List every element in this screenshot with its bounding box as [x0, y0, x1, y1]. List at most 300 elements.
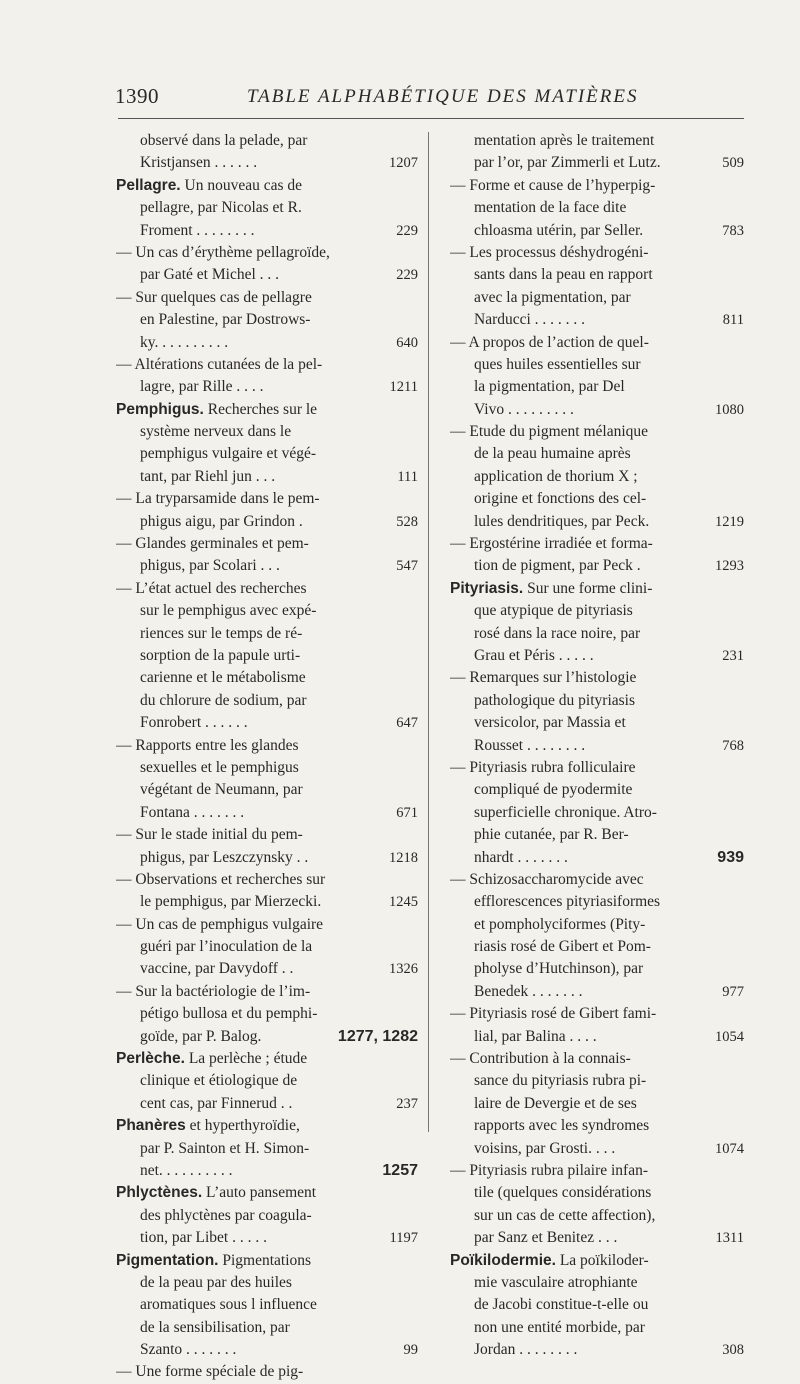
entry-text: superficielle chronique. Atro-	[474, 803, 657, 821]
entry-text: phigus, par Leszczynsky . .	[140, 848, 309, 866]
entry-text: origine et fonctions des cel-	[474, 490, 647, 508]
page-reference: 768	[722, 737, 744, 754]
entry-text: — Glandes germinales et pem-	[116, 535, 309, 553]
entry-text: Sur une forme clini-	[523, 579, 653, 597]
entry-text: — Observations et recherches sur	[116, 870, 326, 888]
index-entry	[450, 1160, 744, 1250]
entry-text: — Rapports entre les glandes	[116, 736, 299, 754]
running-header	[115, 84, 745, 120]
entry-line	[450, 1205, 744, 1227]
entry-text: pemphigus vulgaire et végé-	[140, 445, 317, 463]
index-entry	[450, 667, 744, 757]
entry-line	[116, 847, 418, 869]
entry-text: lules dendritiques, par Peck.	[474, 512, 650, 530]
index-entry	[116, 354, 418, 399]
entry-line	[450, 623, 744, 645]
entry-text: mie vasculaire atrophiante	[474, 1273, 638, 1291]
entry-line	[116, 399, 418, 421]
entry-text: Narducci . . . . . . .	[474, 311, 586, 329]
entry-line	[450, 824, 744, 846]
entry-text: en Palestine, par Dostrows-	[140, 311, 311, 329]
index-entry	[450, 1250, 744, 1362]
entry-line	[450, 555, 744, 577]
entry-line	[116, 1070, 418, 1092]
entry-line	[116, 667, 418, 689]
entry-text: mentation de la face dite	[474, 199, 627, 217]
entry-line	[116, 1026, 418, 1048]
entry-line	[116, 1294, 418, 1316]
headword: Poïkilodermie.	[450, 1251, 556, 1269]
page-reference: 99	[403, 1342, 418, 1359]
index-entry	[116, 735, 418, 825]
entry-line	[450, 712, 744, 734]
entry-text: et hyperthyroïdie,	[185, 1117, 300, 1135]
entry-line	[116, 443, 418, 465]
page-reference: 528	[396, 513, 418, 530]
entry-line	[450, 287, 744, 309]
headword: Phlyctènes.	[116, 1184, 203, 1202]
index-entry	[116, 533, 418, 578]
entry-text: carienne et le métabolisme	[140, 669, 306, 687]
entry-line	[450, 600, 744, 622]
entry-line	[116, 1138, 418, 1160]
entry-text: Pigmentations	[218, 1251, 312, 1269]
page-reference: 1218	[389, 849, 418, 866]
entry-line	[450, 690, 744, 712]
entry-text: la pigmentation, par Del	[474, 378, 625, 396]
entry-line	[450, 1026, 744, 1048]
entry-text: Kristjansen . . . . . .	[140, 154, 258, 172]
entry-text: — Une forme spéciale de pig-	[116, 1363, 304, 1381]
entry-line	[450, 1048, 744, 1070]
page-reference: 1311	[715, 1230, 744, 1247]
page-reference: 1257	[382, 1161, 418, 1179]
entry-line	[450, 1182, 744, 1204]
entry-line	[450, 645, 744, 667]
index-entry	[116, 242, 418, 287]
entry-text: — Etude du pigment mélanique	[450, 423, 649, 441]
page-reference: 1197	[389, 1230, 418, 1247]
entry-text: riences sur le temps de ré-	[140, 624, 303, 642]
entry-line	[116, 376, 418, 398]
entry-text: de la peau par des huiles	[140, 1273, 292, 1291]
entry-text: Grau et Péris . . . . .	[474, 646, 594, 664]
page-reference: 811	[722, 312, 744, 329]
index-entry	[116, 1048, 418, 1115]
entry-text: par Sanz et Benitez . . .	[474, 1229, 618, 1247]
index-entry	[116, 578, 418, 735]
entry-line	[116, 1317, 418, 1339]
entry-line	[450, 1093, 744, 1115]
entry-text: tile (quelques considérations	[474, 1184, 652, 1202]
entry-text: — Altérations cutanées de la pel-	[116, 355, 323, 373]
entry-text: ques huiles essentielles sur	[474, 355, 641, 373]
entry-text: sorption de la papule urti-	[140, 646, 301, 664]
headword: Perlèche.	[116, 1050, 185, 1068]
entry-line	[116, 1272, 418, 1294]
headword: Pityriasis.	[450, 579, 524, 597]
entry-text: phigus, par Scolari . . .	[140, 557, 280, 575]
index-entry	[450, 175, 744, 242]
entry-text: L’auto pansement	[202, 1184, 317, 1202]
headword: Pellagre.	[116, 176, 181, 194]
entry-text: Jordan . . . . . . . .	[474, 1341, 578, 1359]
entry-line	[116, 354, 418, 376]
headword: Phanères	[116, 1117, 186, 1135]
column-divider	[428, 132, 429, 1132]
entry-text: — Remarques sur l’histologie	[450, 669, 637, 687]
index-entry	[116, 824, 418, 869]
entry-line	[116, 175, 418, 197]
entry-line	[450, 1339, 744, 1361]
entry-line	[450, 488, 744, 510]
entry-line	[116, 152, 418, 174]
index-entry	[450, 578, 744, 668]
entry-text: tant, par Riehl jun . . .	[140, 467, 276, 485]
page-reference: 509	[722, 155, 744, 172]
entry-line	[116, 623, 418, 645]
page-reference: 1293	[715, 558, 744, 575]
entry-line	[450, 757, 744, 779]
entry-text: pathologique du pityriasis	[474, 691, 636, 709]
entry-line	[450, 869, 744, 891]
entry-text: chloasma utérin, par Seller.	[474, 221, 644, 239]
entry-line	[116, 287, 418, 309]
index-entry	[116, 175, 418, 242]
entry-line	[116, 712, 418, 734]
entry-text: pellagre, par Nicolas et R.	[140, 199, 302, 217]
entry-text: Fonrobert . . . . . .	[140, 714, 248, 732]
entry-text: — Schizosaccharomycide avec	[450, 870, 644, 888]
entry-text: rosé dans la race noire, par	[474, 624, 641, 642]
entry-line	[116, 779, 418, 801]
entry-line	[116, 1093, 418, 1115]
entry-line	[116, 220, 418, 242]
entry-text: cent cas, par Finnerud . .	[140, 1094, 293, 1112]
index-entry	[450, 533, 744, 578]
entry-text: système nerveux dans le	[140, 423, 292, 441]
entry-line	[116, 824, 418, 846]
entry-line	[116, 421, 418, 443]
entry-text: — Pityriasis rubra folliculaire	[450, 758, 636, 776]
index-entry	[450, 1003, 744, 1048]
page-reference: 977	[722, 983, 744, 1000]
entry-line	[116, 600, 418, 622]
entry-text: ky. . . . . . . . . .	[140, 333, 229, 351]
entry-line	[450, 242, 744, 264]
entry-text: — Pityriasis rosé de Gibert fami-	[450, 1005, 657, 1023]
entry-text: Fontana . . . . . . .	[140, 803, 245, 821]
entry-text: — Les processus déshydrogéni-	[450, 243, 649, 261]
entry-text: sexuelles et le pemphigus	[140, 758, 299, 776]
entry-line	[116, 735, 418, 757]
page-reference: 1080	[715, 401, 744, 418]
entry-text: Froment . . . . . . . .	[140, 221, 255, 239]
entry-line	[450, 847, 744, 869]
entry-text: efflorescences pityriasiformes	[474, 893, 661, 911]
entry-text: — Un cas de pemphigus vulgaire	[116, 915, 324, 933]
entry-line	[116, 309, 418, 331]
index-entry	[450, 757, 744, 869]
entry-text: — Sur la bactériologie de l’im-	[116, 982, 311, 1000]
entry-text: La perlèche ; étude	[184, 1050, 308, 1068]
entry-line	[450, 891, 744, 913]
entry-line	[116, 1227, 418, 1249]
entry-text: par P. Sainton et H. Simon-	[140, 1139, 310, 1157]
index-entry	[116, 130, 418, 175]
entry-line	[116, 332, 418, 354]
page-reference: 671	[396, 804, 418, 821]
entry-line	[116, 802, 418, 824]
entry-line	[450, 443, 744, 465]
entry-text: Rousset . . . . . . . .	[474, 736, 586, 754]
entry-line	[450, 1160, 744, 1182]
entry-text: de la peau humaine après	[474, 445, 631, 463]
entry-text: tion, par Libet . . . . .	[140, 1229, 267, 1247]
entry-line	[116, 578, 418, 600]
entry-line	[450, 1227, 744, 1249]
entry-text: Szanto . . . . . . .	[140, 1341, 237, 1359]
entry-text: compliqué de pyodermite	[474, 781, 633, 799]
entry-line	[450, 1138, 744, 1160]
entry-line	[450, 1294, 744, 1316]
index-entry	[450, 332, 744, 422]
entry-text: laire de Devergie et de ses	[474, 1094, 637, 1112]
entry-text: — Sur le stade initial du pem-	[116, 826, 303, 844]
entry-line	[450, 1070, 744, 1092]
entry-text: le pemphigus, par Mierzecki.	[140, 893, 322, 911]
entry-line	[450, 354, 744, 376]
page-reference: 229	[396, 222, 418, 239]
entry-line	[450, 533, 744, 555]
entry-line	[450, 421, 744, 443]
entry-text: du chlorure de sodium, par	[140, 691, 307, 709]
entry-line	[116, 1115, 418, 1137]
entry-text: — Forme et cause de l’hyperpig-	[450, 176, 656, 194]
entry-line	[450, 1115, 744, 1137]
entry-line	[450, 779, 744, 801]
index-entry	[116, 399, 418, 489]
entry-text: Benedek . . . . . . .	[474, 982, 583, 1000]
entry-line	[116, 645, 418, 667]
entry-line	[116, 757, 418, 779]
index-entry	[116, 1182, 418, 1249]
entry-text: — La tryparsamide dans le pem-	[116, 490, 320, 508]
entry-line	[116, 869, 418, 891]
page-reference: 1219	[715, 513, 744, 530]
entry-line	[116, 1160, 418, 1182]
page-reference: 1054	[715, 1028, 744, 1045]
entry-line	[450, 1250, 744, 1272]
entry-text: nhardt . . . . . . .	[474, 848, 568, 866]
entry-text: sance du pityriasis rubra pi-	[474, 1072, 647, 1090]
page-reference: 231	[722, 647, 744, 664]
entry-line	[450, 197, 744, 219]
entry-text: observé dans la pelade, par	[140, 132, 308, 149]
entry-line	[116, 981, 418, 1003]
entry-text: Un nouveau cas de	[180, 176, 302, 194]
entry-line	[116, 264, 418, 286]
entry-line	[450, 152, 744, 174]
entry-text: lagre, par Rille . . . .	[140, 378, 264, 396]
entry-line	[450, 220, 744, 242]
entry-text: — Sur quelques cas de pellagre	[116, 288, 312, 306]
entry-line	[116, 958, 418, 980]
entry-line	[116, 1361, 418, 1383]
entry-line	[450, 130, 744, 152]
index-entry	[450, 242, 744, 332]
entry-text: Vivo . . . . . . . . .	[474, 400, 574, 418]
entry-text: pétigo bullosa et du pemphi-	[140, 1005, 318, 1023]
entry-line	[116, 555, 418, 577]
entry-line	[450, 914, 744, 936]
entry-text: lial, par Balina . . . .	[474, 1027, 597, 1045]
page-reference: 1211	[389, 379, 418, 396]
headword: Pigmentation.	[116, 1251, 219, 1269]
entry-text: par Gaté et Michel . . .	[140, 266, 280, 284]
running-title: TABLE ALPHABÉTIQUE DES MATIÈRES	[247, 86, 639, 107]
entry-line	[450, 1317, 744, 1339]
entry-line	[450, 735, 744, 757]
entry-line	[450, 578, 744, 600]
entry-line	[116, 914, 418, 936]
page-reference: 647	[396, 715, 418, 732]
entry-line	[450, 936, 744, 958]
index-entry	[116, 869, 418, 914]
index-entry	[116, 981, 418, 1048]
entry-text: goïde, par P. Balog.	[140, 1027, 262, 1045]
index-entry	[450, 421, 744, 533]
page-reference: 1245	[389, 894, 418, 911]
entry-line	[116, 1339, 418, 1361]
entry-text: et pompholyciformes (Pity-	[474, 915, 646, 933]
entry-line	[116, 1003, 418, 1025]
entry-text: — Pityriasis rubra pilaire infan-	[450, 1161, 649, 1179]
entry-line	[450, 466, 744, 488]
entry-line	[116, 891, 418, 913]
entry-line	[450, 667, 744, 689]
index-entry	[116, 1361, 418, 1383]
entry-text: guéri par l’inoculation de la	[140, 938, 313, 956]
entry-text: avec la pigmentation, par	[474, 288, 631, 306]
page-reference: 229	[396, 267, 418, 284]
header-rule	[118, 118, 744, 119]
entry-line	[116, 936, 418, 958]
entry-text: végétant de Neumann, par	[140, 781, 303, 799]
entry-text: sants dans la peau en rapport	[474, 266, 653, 284]
entry-text: mentation après le traitement	[474, 132, 655, 149]
entry-text: application de thorium X ;	[474, 467, 638, 485]
entry-text: riasis rosé de Gibert et Pom-	[474, 938, 651, 956]
page-reference: 939	[717, 848, 744, 866]
entry-text: voisins, par Grosti. . . .	[474, 1139, 616, 1157]
entry-text: sur un cas de cette affection),	[474, 1206, 656, 1224]
entry-line	[450, 399, 744, 421]
entry-line	[116, 130, 418, 152]
entry-text: tion de pigment, par Peck .	[474, 557, 641, 575]
entry-text: de Jacobi constitue-t-elle ou	[474, 1296, 649, 1314]
page-reference: 111	[397, 468, 418, 485]
entry-line	[116, 1048, 418, 1070]
entry-text: — Ergostérine irradiée et forma-	[450, 535, 653, 553]
entry-line	[116, 1182, 418, 1204]
entry-text: La poïkiloder-	[555, 1251, 649, 1269]
headword: Pemphigus.	[116, 400, 204, 418]
entry-text: que atypique de pityriasis	[474, 602, 633, 620]
entry-text: pholyse d’Hutchinson), par	[474, 960, 644, 978]
entry-text: Recherches sur le	[203, 400, 318, 418]
entry-text: phie cutanée, par R. Ber-	[474, 826, 629, 844]
entry-text: rapports avec les syndromes	[474, 1117, 650, 1135]
entry-text: aromatiques sous l influence	[140, 1296, 317, 1314]
entry-line	[116, 197, 418, 219]
entry-text: par l’or, par Zimmerli et Lutz.	[474, 154, 661, 172]
entry-text: — A propos de l’action de quel-	[450, 333, 649, 351]
entry-line	[116, 488, 418, 510]
index-entry	[450, 130, 744, 175]
page-reference: 1326	[389, 961, 418, 978]
index-entry	[116, 287, 418, 354]
index-entry	[116, 914, 418, 981]
entry-line	[116, 242, 418, 264]
index-entry	[450, 869, 744, 1003]
page-reference: 1277, 1282	[337, 1027, 418, 1045]
entry-line	[450, 958, 744, 980]
entry-line	[116, 1205, 418, 1227]
entry-text: non une entité morbide, par	[474, 1318, 645, 1336]
index-entry	[116, 1250, 418, 1362]
index-entry	[450, 1048, 744, 1160]
entry-line	[450, 1272, 744, 1294]
entry-text: phigus aigu, par Grindon .	[140, 512, 303, 530]
entry-line	[450, 802, 744, 824]
right-column	[450, 130, 744, 1361]
entry-line	[116, 511, 418, 533]
entry-text: de la sensibilisation, par	[140, 1318, 290, 1336]
page-reference: 1207	[389, 155, 418, 172]
page-number: 1390	[115, 84, 159, 108]
entry-line	[116, 690, 418, 712]
page-reference: 783	[722, 222, 744, 239]
entry-line	[450, 376, 744, 398]
page-reference: 237	[396, 1095, 418, 1112]
entry-line	[450, 981, 744, 1003]
entry-line	[450, 264, 744, 286]
entry-line	[450, 175, 744, 197]
entry-text: net. . . . . . . . . .	[140, 1161, 233, 1179]
entry-text: clinique et étiologique de	[140, 1072, 298, 1090]
page-reference: 1074	[715, 1140, 744, 1157]
entry-text: sur le pemphigus avec expé-	[140, 602, 317, 620]
page-reference: 547	[396, 558, 418, 575]
index-entry	[116, 1115, 418, 1182]
entry-text: — Un cas d’érythème pellagroïde,	[116, 243, 330, 261]
left-column	[116, 130, 418, 1384]
entry-line	[116, 1250, 418, 1272]
entry-line	[450, 1003, 744, 1025]
index-entry	[116, 488, 418, 533]
entry-line	[116, 466, 418, 488]
entry-line	[450, 309, 744, 331]
entry-line	[450, 511, 744, 533]
entry-text: des phlyctènes par coagula-	[140, 1206, 312, 1224]
entry-line	[450, 332, 744, 354]
entry-text: versicolor, par Massia et	[474, 714, 626, 732]
entry-text: — L’état actuel des recherches	[116, 579, 307, 597]
entry-text: vaccine, par Davydoff . .	[140, 960, 294, 978]
entry-line	[116, 533, 418, 555]
page-reference: 308	[722, 1342, 744, 1359]
